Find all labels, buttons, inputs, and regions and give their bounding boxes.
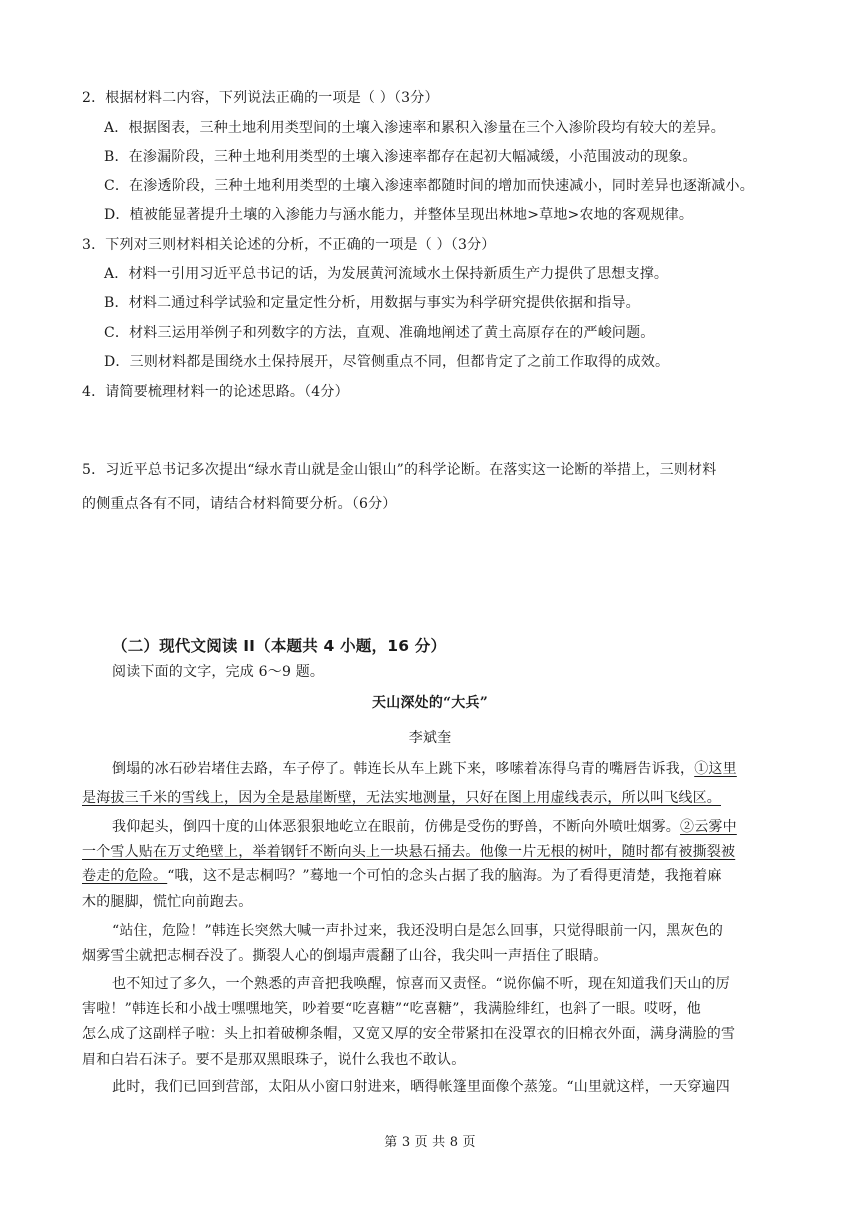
underlined-sentence-1: ①这里 — [694, 761, 737, 777]
underlined-sentence-2-end: 卷走的危险。 — [82, 868, 168, 884]
section-instruction: 阅读下面的文字，完成 6～9 题。 — [112, 664, 325, 680]
underlined-sentence-1-cont: 是海拔三千米的雪线上，因为全是悬崖断壁，无法实地测量，只好在图上用虚线表示，所以叫飞线区。 — [82, 790, 721, 806]
passage-line — [112, 817, 737, 837]
question-2-option-b: B．在渗漏阶段，三种土地利用类型的土壤入渗速率都存在起初大幅减缓，小范围波动的现象。 — [104, 149, 697, 165]
passage-text: “哦，这不是志桐吗？”蓦地一个可怕的念头占据了我的脑海。为了看得更清楚，我拖着麻 — [167, 868, 722, 884]
question-5-line-2: 的侧重点各有不同，请结合材料简要分析。（6分） — [82, 496, 397, 512]
question-2-option-c: C．在渗透阶段，三种土地利用类型的土壤入渗速率都随时间的增加而快速减小，同时差异也逐渐减小。 — [104, 178, 754, 194]
question-4-stem: 4．请简要梳理材料一的论述思路。（4分） — [82, 384, 349, 400]
passage-text: 倒塌的冰石砂岩堵住去路，车子停了。韩连长从车上跳下来，哆嗦着冻得乌青的嘴唇告诉我， — [112, 761, 695, 777]
passage-line: 此时，我们已回到营部，太阳从小窗口射进来，晒得帐篷里面像个蒸笼。“山里就这样，一天穿遍四 — [112, 1079, 730, 1095]
question-3-option-c: C．材料三运用举例子和列数字的方法，直观、准确地阐述了黄土高原存在的严峻问题。 — [104, 325, 655, 341]
passage-line: 烟雾雪尘就把志桐吞没了。撕裂人心的倒塌声震翻了山谷，我尖叫一声捂住了眼睛。 — [82, 948, 608, 964]
passage-line: 害啦！”韩连长和小战士嘿嘿地笑，吵着要“吃喜糖”“吃喜糖”，我满脸绯红，也斜了一眼。哎呀，他 — [82, 1001, 701, 1017]
passage-line: 怎么成了这副样子啦：头上扣着破柳条帽，又宽又厚的安全带紧扣在没罩衣的旧棉衣外面，满身满脸的雪 — [82, 1026, 736, 1042]
question-2-option-d: D．植被能显著提升土壤的入渗能力与涵水能力，并整体呈现出林地>草地>农地的客观规律。 — [104, 207, 694, 223]
passage-author: 李斌奎 — [408, 730, 452, 746]
passage-title: 天山深处的“大兵” — [372, 695, 488, 711]
question-3-option-b: B．材料二通过科学试验和定量定性分析，用数据与事实为科学研究提供依据和指导。 — [104, 295, 640, 311]
page-number: 第 3 页 共 8 页 — [384, 1135, 476, 1150]
passage-line — [112, 759, 737, 779]
question-2-stem: 2．根据材料二内容，下列说法正确的一项是（ ）（3分） — [82, 90, 439, 106]
passage-line: 也不知过了多久，一个熟悉的声音把我唤醒，惊喜而又责怪。“说你偏不听，现在知道我们天山的厉 — [112, 976, 730, 992]
passage-line: 眉和白岩石沫子。要不是那双黑眼珠子，说什么我也不敢认。 — [82, 1052, 466, 1068]
question-3-option-a: A．材料一引用习近平总书记的话，为发展黄河流域水土保持新质生产力提供了思想支撑。 — [104, 266, 669, 282]
question-3-stem: 3．下列对三则材料相关论述的分析，不正确的一项是（ ）（3分） — [82, 237, 496, 253]
passage-line: “站住，危险！”韩连长突然大喊一声扑过来，我还没明白是怎么回事，只觉得眼前一闪，黑灰色的 — [112, 923, 724, 939]
section-heading: （二）现代文阅读 II（本题共 4 小题，16 分） — [112, 637, 447, 655]
passage-text: 我仰起头，倒四十度的山体恶狠狠地屹立在眼前，仿佛是受伤的野兽，不断向外喷吐烟雾。 — [112, 819, 680, 835]
passage-line: 木的腿脚，慌忙向前跑去。 — [82, 894, 253, 910]
underlined-sentence-2-cont: 一个雪人贴在万丈绝壁上，举着钢钎不断向头上一块悬石捅去。他像一片无根的树叶，随时都有被撕裂被 — [82, 844, 736, 860]
question-3-option-d: D．三则材料都是围绕水土保持展开，尽管侧重点不同，但都肯定了之前工作取得的成效。 — [104, 354, 670, 370]
question-5-line-1: 5．习近平总书记多次提出“绿水青山就是金山银山”的科学论断。在落实这一论断的举措上，三则材料 — [82, 462, 717, 478]
question-2-option-a: A．根据图表，三种土地利用类型间的土壤入渗速率和累积入渗量在三个入渗阶段均有较大的差异。 — [104, 120, 725, 136]
passage-line — [82, 866, 722, 886]
underlined-sentence-2: ②云雾中 — [680, 819, 737, 835]
